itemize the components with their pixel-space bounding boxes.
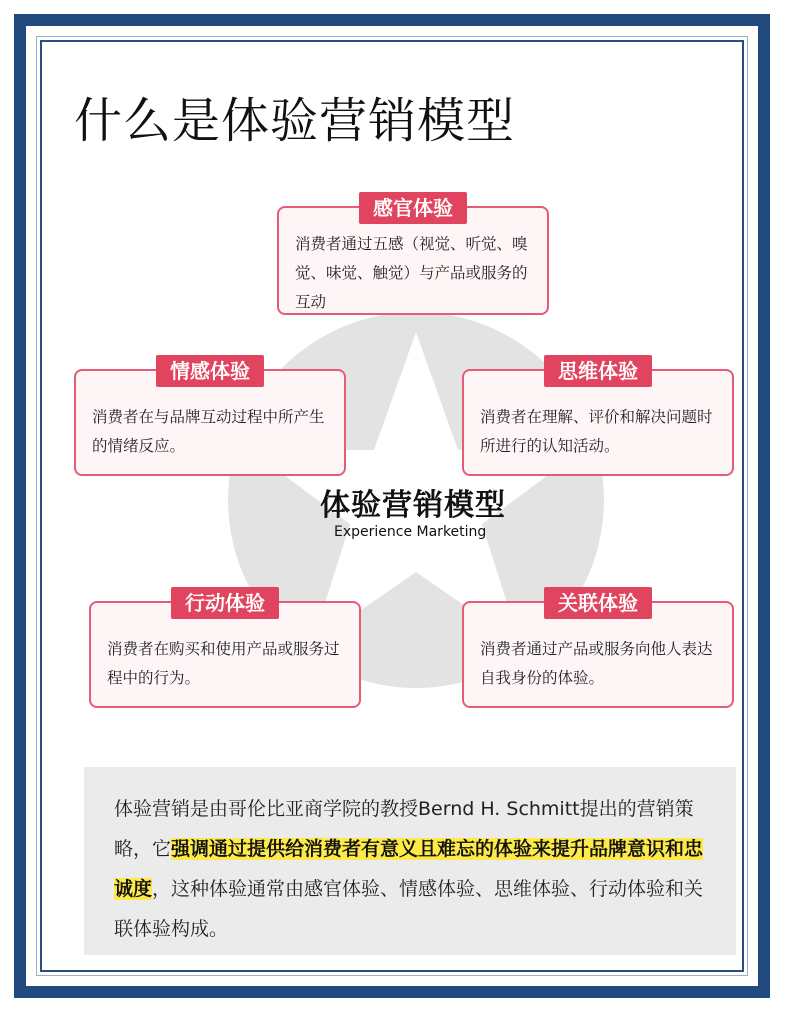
card-thinking-desc: 消费者在理解、评价和解决问题时所进行的认知活动。 <box>480 408 713 455</box>
center-title: 体验营销模型 <box>320 488 506 523</box>
card-action <box>89 591 361 708</box>
summary-highlight: 强调通过提供给消费者有意义且难忘的体验来提升品牌意识和忠诚度 <box>114 838 704 900</box>
card-emotional-desc: 消费者在与品牌互动过程中所产生的情绪反应。 <box>92 408 325 455</box>
card-relational-desc: 消费者通过产品或服务向他人表达自我身份的体验。 <box>480 640 713 687</box>
summary-text-1: 体验营销是由哥伦比亚商学院的教授Bernd H. Schmitt提出的营销策略，它 <box>114 798 694 860</box>
page-title: 什么是体验营销模型 <box>74 93 516 149</box>
summary-text-2: ，这种体验通常由感官体验、情感体验、思维体验、行动体验和关联体验构成。 <box>114 878 704 940</box>
card-relational <box>462 591 734 708</box>
card-sensory <box>277 196 549 315</box>
card-relational-tag: 关联体验 <box>544 587 652 619</box>
summary-box <box>84 767 736 955</box>
card-sensory-tag: 感官体验 <box>359 192 467 224</box>
card-action-desc: 消费者在购买和使用产品或服务过程中的行为。 <box>107 640 340 687</box>
center-subtitle: Experience Marketing <box>334 524 487 540</box>
card-thinking-tag: 思维体验 <box>544 355 652 387</box>
card-sensory-desc: 消费者通过五感（视觉、听觉、嗅觉、味觉、触觉）与产品或服务的互动 <box>295 235 528 311</box>
card-thinking <box>462 359 734 476</box>
card-emotional-tag: 情感体验 <box>156 355 264 387</box>
card-emotional <box>74 359 346 476</box>
card-action-tag: 行动体验 <box>171 587 279 619</box>
